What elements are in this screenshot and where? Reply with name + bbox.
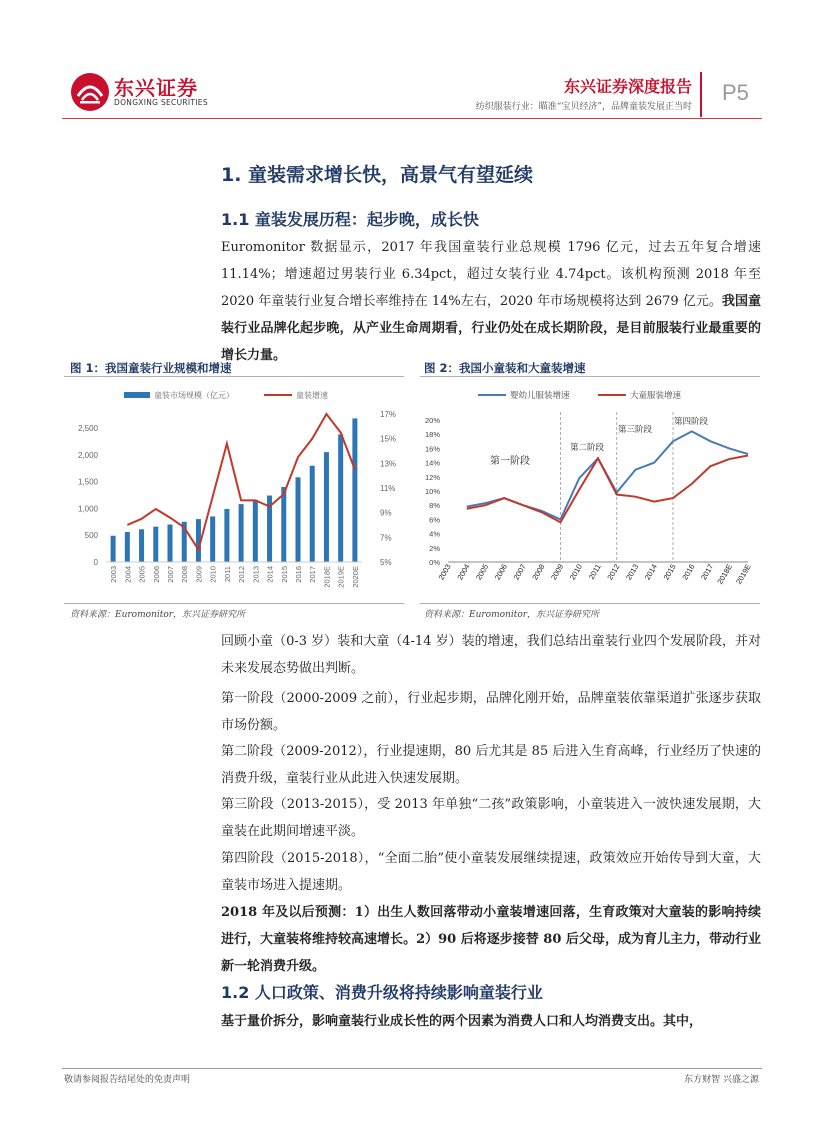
- figure-2-source: 资料来源：Euromonitor，东兴证券研究所: [424, 610, 600, 620]
- x-tick-label: 2008: [180, 566, 190, 583]
- left-tick-label: 2,500: [77, 424, 98, 433]
- x-tick-label: 2019E: [336, 566, 346, 588]
- left-tick-label: 500: [84, 531, 98, 541]
- header-divider: [700, 72, 702, 117]
- size-bar: [168, 524, 173, 562]
- footer-disclaimer: 敬请参阅报告结尾处的免责声明: [64, 1075, 191, 1085]
- right-tick-label: 15%: [380, 434, 397, 444]
- page-number: P5: [722, 80, 749, 105]
- x-tick-label: 2013: [624, 562, 641, 582]
- logo-english-name: DONGXING SECURITIES: [114, 98, 208, 107]
- x-tick-label: 2020E: [350, 566, 360, 588]
- header-rule: [62, 118, 762, 119]
- figure-2-title: 图 2：我国小童装和大童装增速: [424, 361, 586, 375]
- paragraph-5: 第三阶段（2013-2015），受 2013 年单独“二孩”政策影响，小童装进入一波快速发展期，大童装在此期间增速平淡。: [221, 797, 761, 839]
- size-bar: [224, 509, 229, 562]
- y-tick-label: 16%: [424, 444, 440, 454]
- left-tick-label: 2,000: [77, 450, 98, 460]
- x-tick-label: 2019E: [734, 562, 753, 586]
- figure-1-title: 图 1：我国童装行业规模和增速: [70, 361, 232, 375]
- x-tick-label: 2013: [251, 566, 261, 583]
- paragraph-4: 第二阶段（2009-2012），行业提速期，80 后尤其是 85 后进入生育高峰，行业经历了快速的消费升级，童装行业从此进入快速发展期。: [221, 744, 761, 786]
- footer-slogan: 东方财智 兴盛之源: [684, 1075, 759, 1085]
- figure-2-bottom-rule: [420, 603, 760, 604]
- size-bar: [153, 527, 158, 562]
- x-tick-label: 2008: [530, 562, 547, 582]
- figure-1-rule: [64, 376, 404, 377]
- stage-annotation: 第二阶段: [570, 442, 605, 452]
- legend-label-infant: 婴幼儿服装增速: [510, 390, 570, 400]
- y-tick-label: 10%: [424, 487, 440, 496]
- size-bar: [281, 487, 286, 562]
- x-tick-label: 2018E: [715, 562, 734, 586]
- y-tick-label: 20%: [424, 416, 440, 425]
- y-tick-label: 0%: [429, 558, 440, 567]
- size-bar: [111, 536, 116, 562]
- x-tick-label: 2017: [699, 562, 716, 582]
- figure-2-rule: [420, 376, 760, 377]
- stage-annotation: 第三阶段: [618, 424, 653, 434]
- logo-chinese-name: 东兴证券: [114, 76, 198, 100]
- size-bar: [352, 418, 357, 562]
- y-tick-label: 8%: [429, 501, 440, 511]
- x-tick-label: 2012: [605, 562, 622, 582]
- x-tick-label: 2018E: [322, 566, 332, 588]
- subsection-heading-1-2: 1.2 人口政策、消费升级将持续影响童装行业: [221, 983, 543, 1002]
- x-tick-label: 2007: [511, 562, 528, 582]
- right-tick-label: 7%: [380, 533, 392, 543]
- legend-label-size: 童装市场规模（亿元）: [154, 391, 234, 400]
- y-tick-label: 2%: [429, 543, 440, 553]
- x-tick-label: 2005: [474, 562, 491, 582]
- paragraph-8: 基于量价拆分，影响童装行业成长性的两个因素为消费人口和人均消费支出。其中，: [221, 1014, 703, 1029]
- left-tick-label: 0: [93, 558, 98, 567]
- y-tick-label: 12%: [424, 472, 440, 482]
- paragraph-7-forecast: 2018 年及以后预测：1）出生人数回落带动小童装增速回落，生育政策对大童装的影响持续进行，大童装将维持较高速增长。2）90 后将逐步接替 80 后父母，成为育儿主力，带动行业新一轮消费升级。: [221, 905, 761, 974]
- size-bar: [239, 504, 244, 562]
- paragraph-1: [221, 234, 761, 369]
- paragraph-6: 第四阶段（2015-2018），“全面二胎”使小童装发展继续提速，政策效应开始传导到大童，大童装市场进入提速期。: [221, 851, 761, 893]
- paragraph-1-bold: 我国童装行业品牌化起步晚，从产业生命周期看，行业仍处在成长期阶段，是目前服装行业最重要的增长力量。: [221, 294, 761, 363]
- right-tick-label: 9%: [380, 508, 392, 518]
- x-tick-label: 2004: [123, 566, 133, 583]
- right-tick-label: 5%: [380, 558, 392, 567]
- report-subtitle: 纺织服装行业：瞄准“宝贝经济”，品牌童装发展正当时: [475, 102, 692, 112]
- size-bar: [310, 466, 315, 562]
- size-bar: [139, 529, 144, 562]
- size-bar: [210, 516, 215, 562]
- paragraph-2: 回顾小童（0-3 岁）装和大童（4-14 岁）装的增速，我们总结出童装行业四个发展阶段，并对未来发展态势做出判断。: [221, 634, 761, 676]
- section-heading: 1. 童装需求增长快，高景气有望延续: [221, 164, 534, 186]
- x-tick-label: 2014: [265, 566, 275, 583]
- right-tick-label: 17%: [380, 410, 397, 419]
- x-tick-label: 2014: [642, 562, 659, 582]
- x-tick-label: 2009: [549, 562, 566, 582]
- x-tick-label: 2003: [109, 566, 119, 583]
- footer-rule: [62, 1068, 762, 1069]
- left-tick-label: 1,000: [77, 504, 98, 514]
- right-tick-label: 13%: [380, 459, 397, 469]
- size-bar: [253, 500, 258, 562]
- figure-2-chart: [418, 380, 763, 602]
- x-tick-label: 2004: [455, 562, 472, 582]
- figure-1-source: 资料来源：Euromonitor，东兴证券研究所: [70, 610, 246, 620]
- legend-label-older: 大童服装增速: [630, 390, 682, 400]
- size-bar: [125, 532, 130, 562]
- x-tick-label: 2015: [279, 566, 289, 583]
- size-bar: [324, 452, 329, 562]
- x-tick-label: 2015: [661, 562, 678, 582]
- report-title: 东兴证券深度报告: [563, 77, 692, 96]
- paragraph-3: 第一阶段（2000-2009 之前），行业起步期，品牌化刚开始，品牌童装依靠渠道扩张逐步获取市场份额。: [221, 691, 761, 733]
- x-tick-label: 2006: [151, 566, 161, 583]
- stage-annotation: 第一阶段: [490, 456, 530, 467]
- x-tick-label: 2009: [194, 566, 204, 583]
- x-tick-label: 2012: [237, 566, 247, 583]
- y-tick-label: 14%: [424, 458, 440, 468]
- legend-label-growth: 童装增速: [296, 391, 328, 400]
- x-tick-label: 2010: [208, 566, 218, 583]
- paragraph-1-text: Euromonitor 数据显示，2017 年我国童装行业总规模 1796 亿元，过去五年复合增速 11.14%；增速超过男装行业 6.34pct，超过女装行业 4.74pct。该机构预测 2018 年至 2020 年童装行业复合增长率维持在 14%左右，2020 年市场规模将达到 2679 亿元。: [221, 240, 761, 309]
- y-tick-label: 4%: [429, 529, 440, 539]
- x-tick-label: 2016: [680, 562, 697, 582]
- right-tick-label: 11%: [380, 484, 396, 493]
- x-tick-label: 2011: [222, 566, 232, 583]
- figure-1-chart: [64, 380, 409, 602]
- x-tick-label: 2007: [166, 566, 175, 583]
- x-tick-label: 2005: [137, 566, 147, 583]
- x-tick-label: 2003: [436, 562, 453, 582]
- x-tick-label: 2011: [586, 562, 603, 581]
- legend-swatch-size: [124, 392, 150, 398]
- x-tick-label: 2010: [567, 562, 584, 582]
- left-tick-label: 1,500: [77, 477, 98, 487]
- x-tick-label: 2017: [308, 566, 318, 583]
- x-tick-label: 2006: [492, 562, 509, 582]
- figure-1-bottom-rule: [64, 603, 404, 604]
- y-tick-label: 6%: [429, 515, 440, 525]
- size-bar: [338, 434, 343, 562]
- subsection-heading-1-1: 1.1 童装发展历程：起步晚，成长快: [221, 210, 479, 229]
- size-bar: [296, 477, 301, 562]
- x-tick-label: 2016: [294, 566, 303, 583]
- stage-annotation: 第四阶段: [674, 416, 709, 426]
- y-tick-label: 18%: [424, 430, 440, 440]
- logo-mark-icon: [70, 72, 110, 112]
